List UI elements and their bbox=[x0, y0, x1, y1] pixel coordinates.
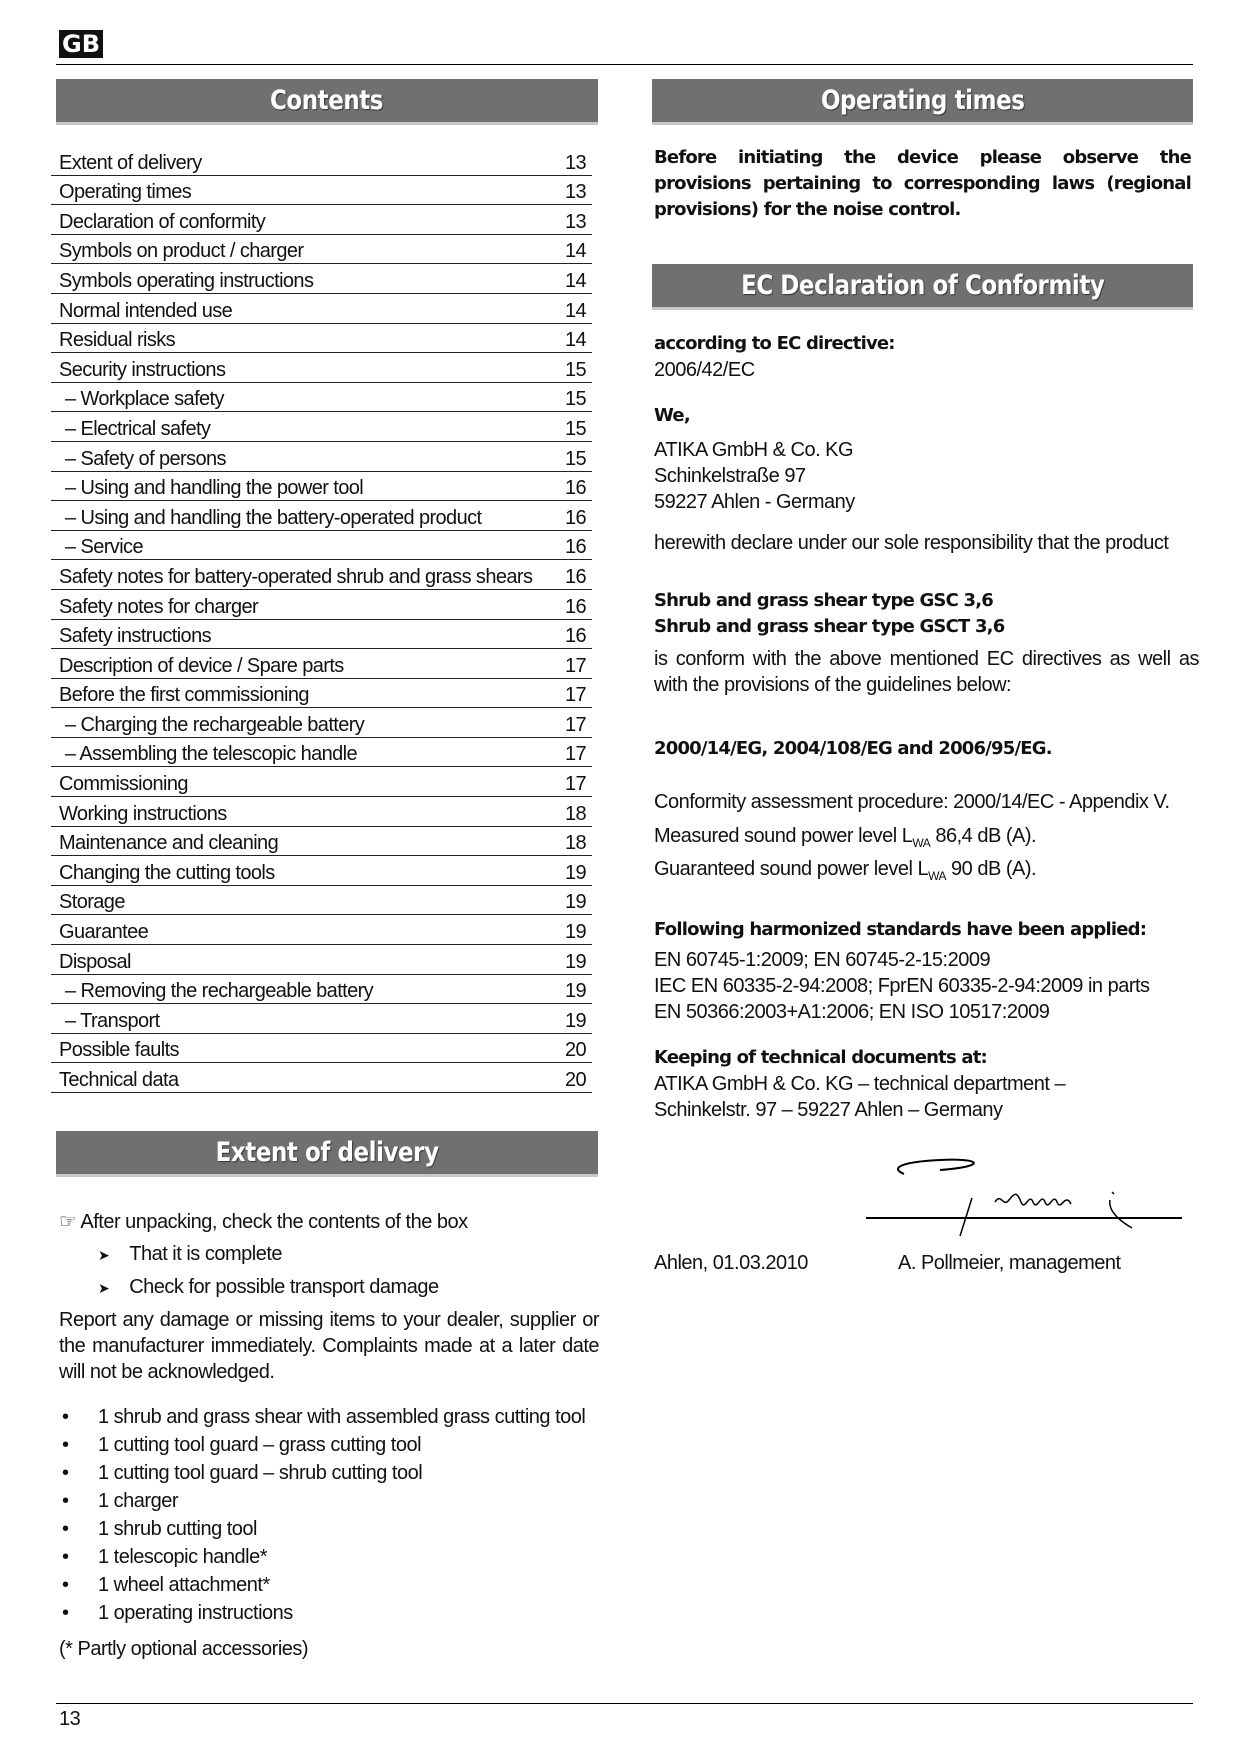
toc-title: Technical data bbox=[59, 1069, 179, 1091]
toc-title: Guarantee bbox=[59, 921, 149, 944]
delivery-list bbox=[60, 1406, 600, 1630]
standard: EN 60745-1:2009; EN 60745-2-15:2009 bbox=[654, 949, 991, 971]
toc-page: 17 bbox=[564, 654, 586, 677]
toc-entry bbox=[51, 620, 592, 650]
toc-page: 16 bbox=[564, 506, 586, 529]
toc-page: 16 bbox=[564, 536, 586, 559]
toc-page: 15 bbox=[564, 447, 586, 470]
toc-entry bbox=[51, 945, 592, 975]
toc-entry bbox=[51, 1004, 592, 1034]
extent-intro: ☞ After unpacking, check the contents of the box bbox=[59, 1211, 468, 1233]
footer-rule bbox=[56, 1703, 1193, 1704]
extent-report: Report any damage or missing items to your dealer, supplier or the manufacturer immediately. Complaints made at a later date will not be acknowledged. bbox=[59, 1309, 599, 1383]
toc-entry bbox=[51, 531, 592, 561]
toc-page: 17 bbox=[564, 773, 586, 796]
measured-sound-level: Measured sound power level $L_{WA}$ 86,4 dB (A). bbox=[654, 825, 1037, 850]
toc-entry bbox=[51, 235, 592, 265]
toc-page: 15 bbox=[564, 417, 586, 440]
toc-page: 13 bbox=[564, 181, 586, 204]
toc-entry bbox=[51, 560, 592, 590]
toc-title: – Charging the rechargeable battery bbox=[65, 713, 364, 737]
toc-page: 14 bbox=[564, 240, 586, 263]
toc-page: 15 bbox=[564, 358, 586, 381]
toc-entry bbox=[51, 501, 592, 531]
toc-page: 13 bbox=[564, 210, 586, 233]
toc-title: Symbols operating instructions bbox=[59, 269, 314, 292]
toc-page: 19 bbox=[564, 980, 586, 1003]
toc-title: Safety notes for charger bbox=[59, 595, 259, 618]
toc-page: 16 bbox=[564, 625, 586, 648]
standard: EN 50366:2003+A1:2006; EN ISO 10517:2009 bbox=[654, 1001, 1050, 1023]
toc-page: 17 bbox=[564, 684, 586, 707]
toc-title: Working instructions bbox=[59, 802, 227, 825]
arrow-bullet-icon: ➤ bbox=[98, 1280, 110, 1296]
ec-declaration-heading: EC Declaration of Conformity bbox=[652, 264, 1193, 310]
directive: 2006/42/EC bbox=[654, 359, 755, 381]
signature bbox=[860, 1150, 1190, 1240]
list-item: • 1 cutting tool guard – grass cutting tool bbox=[60, 1434, 600, 1462]
keeping-label: Keeping of technical documents at: bbox=[654, 1047, 987, 1068]
toc-title: – Assembling the telescopic handle bbox=[65, 742, 357, 766]
toc-entry bbox=[51, 738, 592, 768]
toc-entry bbox=[51, 146, 592, 176]
toc-page: 16 bbox=[564, 477, 586, 500]
toc-page: 20 bbox=[564, 1039, 586, 1062]
operating-times-text: Before initiating the device please observe the provisions pertaining to corresponding laws (regional provisions) for the noise control. bbox=[654, 147, 1191, 220]
toc-entry bbox=[51, 797, 592, 827]
accessories-note: (* Partly optional accessories) bbox=[59, 1638, 309, 1660]
standards-label: Following harmonized standards have been applied: bbox=[654, 919, 1147, 940]
toc-title: Security instructions bbox=[59, 358, 226, 381]
list-item: • 1 operating instructions bbox=[60, 1602, 600, 1630]
list-item: • 1 charger bbox=[60, 1490, 600, 1518]
toc-title: Changing the cutting tools bbox=[59, 861, 275, 884]
toc-title: Safety instructions bbox=[59, 625, 212, 648]
toc-title: Normal intended use bbox=[59, 299, 233, 322]
guaranteed-sound-level: Guaranteed sound power level $L_{WA}$ 90 dB (A). bbox=[654, 858, 1037, 883]
toc-entry bbox=[51, 975, 592, 1005]
toc-entry bbox=[51, 442, 592, 472]
place-date: Ahlen, 01.03.2010 bbox=[654, 1252, 808, 1274]
list-item: • 1 shrub cutting tool bbox=[60, 1518, 600, 1546]
declare-text: herewith declare under our sole responsibility that the product bbox=[654, 532, 1169, 554]
toc-entry bbox=[51, 294, 592, 324]
company-line: ATIKA GmbH & Co. KG bbox=[654, 439, 854, 461]
toc-page: 15 bbox=[564, 388, 586, 411]
toc-title: Declaration of conformity bbox=[59, 210, 266, 233]
list-item: • 1 wheel attachment* bbox=[60, 1574, 600, 1602]
company-line: 59227 Ahlen - Germany bbox=[654, 491, 855, 513]
we-label: We, bbox=[654, 405, 690, 426]
company-line: Schinkelstraße 97 bbox=[654, 465, 806, 487]
toc-title: Before the first commissioning bbox=[59, 684, 309, 707]
toc-entry bbox=[51, 1063, 592, 1093]
toc-entry bbox=[51, 915, 592, 945]
toc-page: 14 bbox=[564, 329, 586, 352]
toc-page: 14 bbox=[564, 269, 586, 292]
toc-page: 16 bbox=[564, 595, 586, 618]
toc-page: 19 bbox=[564, 861, 586, 884]
directive-label: according to EC directive: bbox=[654, 333, 895, 354]
toc-title: – Safety of persons bbox=[65, 447, 226, 471]
guidelines: 2000/14/EG, 2004/108/EG and 2006/95/EG. bbox=[654, 738, 1052, 759]
language-badge: GB bbox=[59, 30, 103, 58]
list-item: • 1 cutting tool guard – shrub cutting tool bbox=[60, 1462, 600, 1490]
toc-entry bbox=[51, 708, 592, 738]
toc-entry bbox=[51, 383, 592, 413]
toc-page: 13 bbox=[564, 151, 586, 174]
check-item: ➤ That it is complete bbox=[98, 1243, 283, 1265]
toc-title: Maintenance and cleaning bbox=[59, 832, 279, 855]
toc-title: – Using and handling the power tool bbox=[65, 476, 363, 500]
toc-entry bbox=[51, 767, 592, 797]
toc-entry bbox=[51, 412, 592, 442]
toc-page: 17 bbox=[564, 713, 586, 736]
toc-title: – Using and handling the battery-operated product bbox=[65, 506, 481, 530]
header-rule bbox=[56, 64, 1193, 65]
toc-title: Residual risks bbox=[59, 329, 176, 352]
list-item: • 1 telescopic handle* bbox=[60, 1546, 600, 1574]
toc-page: 19 bbox=[564, 1009, 586, 1032]
product-name: Shrub and grass shear type GSC 3,6 bbox=[654, 590, 993, 611]
assessment: Conformity assessment procedure: 2000/14/EC - Appendix V. bbox=[654, 791, 1170, 813]
toc-entry bbox=[51, 886, 592, 916]
check-item: ➤ Check for possible transport damage bbox=[98, 1276, 439, 1298]
toc-title: – Removing the rechargeable battery bbox=[65, 979, 373, 1003]
toc-title: Safety notes for battery-operated shrub and grass shears bbox=[59, 565, 533, 588]
toc-page: 18 bbox=[564, 802, 586, 825]
toc-entry bbox=[51, 324, 592, 354]
toc-title: – Electrical safety bbox=[65, 417, 210, 441]
toc-entry bbox=[51, 176, 592, 206]
toc-title: – Service bbox=[65, 535, 143, 559]
toc-page: 20 bbox=[564, 1069, 586, 1091]
list-item: • 1 shrub and grass shear with assembled grass cutting tool bbox=[60, 1406, 600, 1434]
toc-title: Disposal bbox=[59, 950, 131, 973]
table-of-contents bbox=[51, 146, 592, 1093]
toc-entry bbox=[51, 679, 592, 709]
toc-entry bbox=[51, 827, 592, 857]
toc-page: 14 bbox=[564, 299, 586, 322]
keeping-line: ATIKA GmbH & Co. KG – technical department – bbox=[654, 1073, 1066, 1095]
toc-page: 19 bbox=[564, 921, 586, 944]
page-number: 13 bbox=[59, 1708, 81, 1730]
toc-entry bbox=[51, 472, 592, 502]
pointing-hand-icon: ☞ bbox=[59, 1211, 77, 1233]
keeping-line: Schinkelstr. 97 – 59227 Ahlen – Germany bbox=[654, 1099, 1003, 1121]
toc-entry bbox=[51, 205, 592, 235]
toc-entry bbox=[51, 264, 592, 294]
operating-times-heading: Operating times bbox=[652, 79, 1193, 125]
toc-page: 17 bbox=[564, 743, 586, 766]
toc-title: – Workplace safety bbox=[65, 387, 224, 411]
extent-heading: Extent of delivery bbox=[56, 1131, 598, 1177]
toc-entry bbox=[51, 353, 592, 383]
toc-page: 19 bbox=[564, 891, 586, 914]
toc-title: Storage bbox=[59, 891, 125, 914]
toc-entry bbox=[51, 649, 592, 679]
toc-title: Possible faults bbox=[59, 1039, 179, 1062]
toc-page: 16 bbox=[564, 565, 586, 588]
toc-title: – Transport bbox=[65, 1009, 160, 1033]
arrow-bullet-icon: ➤ bbox=[98, 1247, 110, 1263]
contents-heading: Contents bbox=[56, 79, 598, 125]
standard: IEC EN 60335-2-94:2008; FprEN 60335-2-94:2009 in parts bbox=[654, 975, 1150, 997]
toc-entry bbox=[51, 590, 592, 620]
toc-entry bbox=[51, 1034, 592, 1064]
toc-title: Symbols on product / charger bbox=[59, 240, 304, 263]
toc-entry bbox=[51, 856, 592, 886]
conform-text: is conform with the above mentioned EC directives as well as with the provisions of the guidelines below: bbox=[654, 648, 1199, 696]
product-name: Shrub and grass shear type GSCT 3,6 bbox=[654, 616, 1005, 637]
toc-page: 18 bbox=[564, 832, 586, 855]
signatory: A. Pollmeier, management bbox=[898, 1252, 1121, 1274]
toc-page: 19 bbox=[564, 950, 586, 973]
toc-title: Commissioning bbox=[59, 773, 188, 796]
toc-title: Description of device / Spare parts bbox=[59, 654, 344, 677]
toc-title: Extent of delivery bbox=[59, 151, 202, 174]
toc-title: Operating times bbox=[59, 181, 192, 204]
